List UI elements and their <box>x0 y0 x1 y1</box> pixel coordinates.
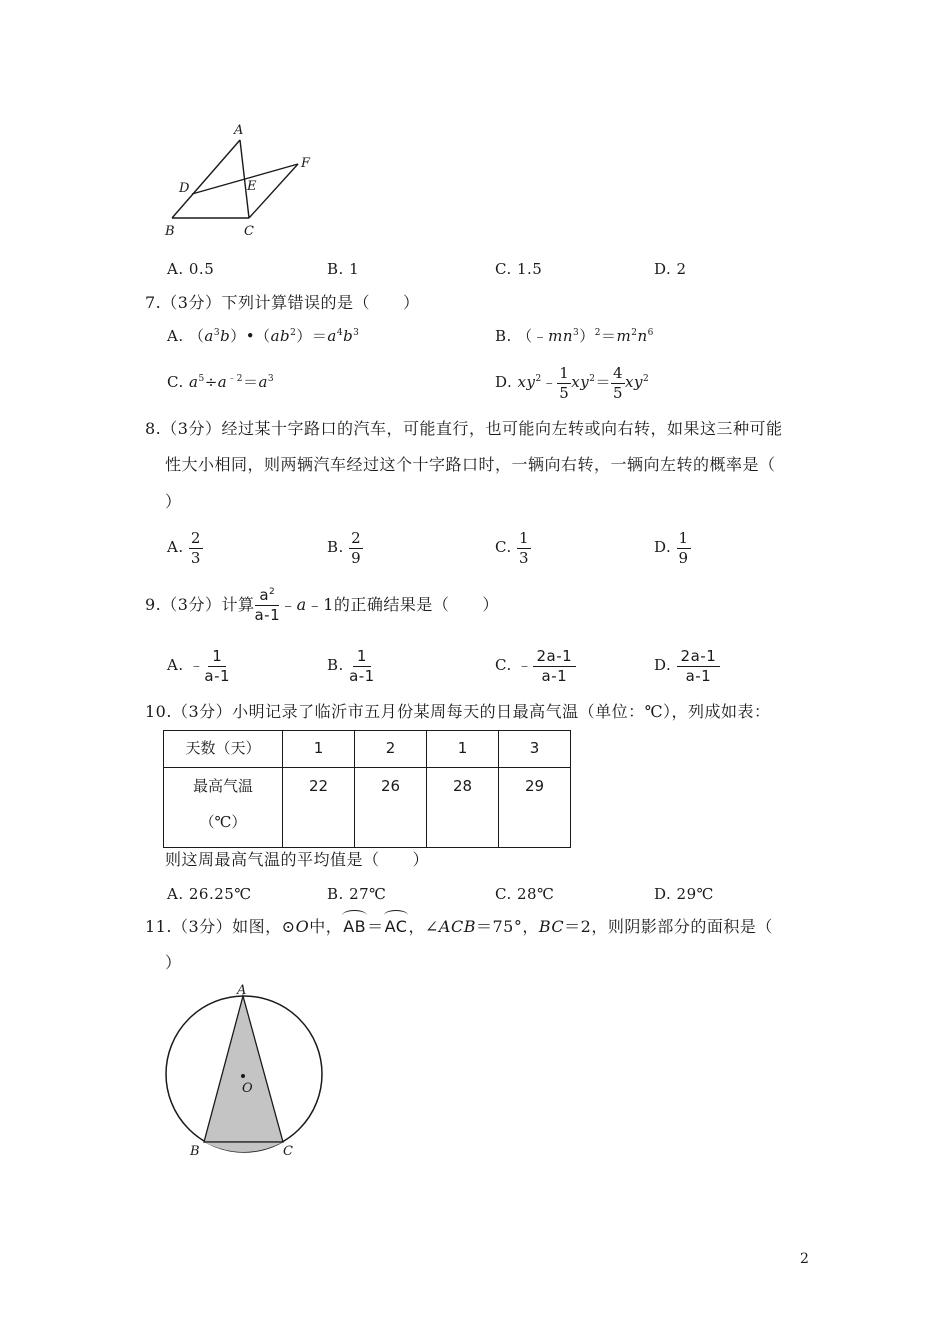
label-B: B <box>165 224 175 239</box>
fraction-four-fifths: $\frac{4}{5}$ <box>612 363 624 402</box>
page-number: 2 <box>800 1251 810 1267</box>
table-cell: 22 <box>283 768 355 848</box>
q10-option-a: A. 26.25℃ <box>167 885 252 903</box>
label-C: C <box>244 224 254 239</box>
q9-option-d: D. $\frac{2a-1}{a-1}$ <box>654 646 720 686</box>
label-C: C <box>283 1144 293 1159</box>
label-E: E <box>247 179 257 194</box>
table-cell: 2 <box>355 731 427 768</box>
figure-q6-geometry <box>160 120 330 245</box>
q6-option-b: B. 1 <box>327 260 360 278</box>
q11-stem-line1: 11.（3分）如图，⊙O中，AB＝AC，∠ACB＝75°，BC＝2，则阴影部分的面积是（ <box>145 917 773 936</box>
label-F: F <box>301 156 311 171</box>
label-O: O <box>242 1081 253 1096</box>
q9-option-c: C. ﹣ $\frac{2a-1}{a-1}$ <box>495 646 576 686</box>
q6-option-a: A. 0.5 <box>167 260 215 278</box>
q7-option-c: C. $a^5\div a^{﹣2}=a^3$ <box>167 373 275 391</box>
q8-stem-line2: 性大小相同，则两辆汽车经过这个十字路口时，一辆向右转，一辆向左转的概率是（ <box>165 455 776 474</box>
table-cell: 1 <box>283 731 355 768</box>
label-D: D <box>179 181 190 196</box>
q9-stem: 9.（3分）计算 $\frac{a^2}{a-1}$ ﹣a﹣1的正确结果是（ ） <box>145 586 499 624</box>
temperature-table <box>163 730 571 848</box>
q7-option-a: A. $(a^3b)•(ab^2)=a^4b^3$ <box>167 327 360 345</box>
label-A: A <box>234 123 244 138</box>
table-header-days: 天数（天） <box>164 731 283 768</box>
label-B: B <box>190 1144 200 1159</box>
fraction-one-fifth: $\frac{1}{5}$ <box>559 363 570 402</box>
q8-option-d: D. $\frac{1}{9}$ <box>654 528 689 567</box>
arc-ab: AB <box>343 917 367 936</box>
q8-option-a: A. $\frac{2}{3}$ <box>167 528 201 567</box>
table-row <box>164 768 571 848</box>
q9-option-b: B. $\frac{1}{a-1}$ <box>327 646 375 685</box>
table-cell: 28 <box>427 768 499 848</box>
table-header-max-temp: 最高气温 （℃） <box>164 768 283 848</box>
q6-option-d: D. 2 <box>654 260 687 278</box>
q8-stem-line3: ） <box>165 492 182 511</box>
q8-option-b: B. $\frac{2}{9}$ <box>327 528 362 567</box>
fraction-a-squared-over-a-minus-1: $\frac{a^2}{a-1}$ <box>254 586 281 624</box>
q7-option-b: B. $(﹣mn^3)^2=m^2n^6$ <box>495 327 654 345</box>
q10-option-d: D. 29℃ <box>654 885 714 903</box>
figure-q11-circle <box>158 982 333 1162</box>
table-cell: 29 <box>499 768 571 848</box>
q8-option-c: C. $\frac{1}{3}$ <box>495 528 530 567</box>
q10-question: 则这周最高气温的平均值是（ ） <box>165 850 430 869</box>
table-cell: 3 <box>499 731 571 768</box>
q10-option-b: B. 27℃ <box>327 885 387 903</box>
table-cell: 26 <box>355 768 427 848</box>
q10-stem: 10.（3分）小明记录了临沂市五月份某周每天的日最高气温（单位：℃），列成如表： <box>145 702 771 721</box>
q10-option-c: C. 28℃ <box>495 885 555 903</box>
q6-option-c: C. 1.5 <box>495 260 543 278</box>
table-cell: 1 <box>427 731 499 768</box>
q8-stem-line1: 8.（3分）经过某十字路口的汽车，可能直行，也可能向左转或向右转，如果这三种可能 <box>145 419 783 438</box>
q7-option-d: D. $xy^2﹣$ $\frac{1}{5}$ $xy^2=$ $\frac{4}{5}$ $xy^2$ <box>495 363 650 402</box>
q11-stem-line2: ） <box>165 953 182 972</box>
arc-ac: AC <box>384 917 408 936</box>
q9-option-a: A. ﹣ $\frac{1}{a-1}$ <box>167 646 231 685</box>
q7-stem: 7.（3分）下列计算错误的是（ ） <box>145 293 420 312</box>
table-row <box>164 731 571 768</box>
label-A: A <box>237 983 247 998</box>
